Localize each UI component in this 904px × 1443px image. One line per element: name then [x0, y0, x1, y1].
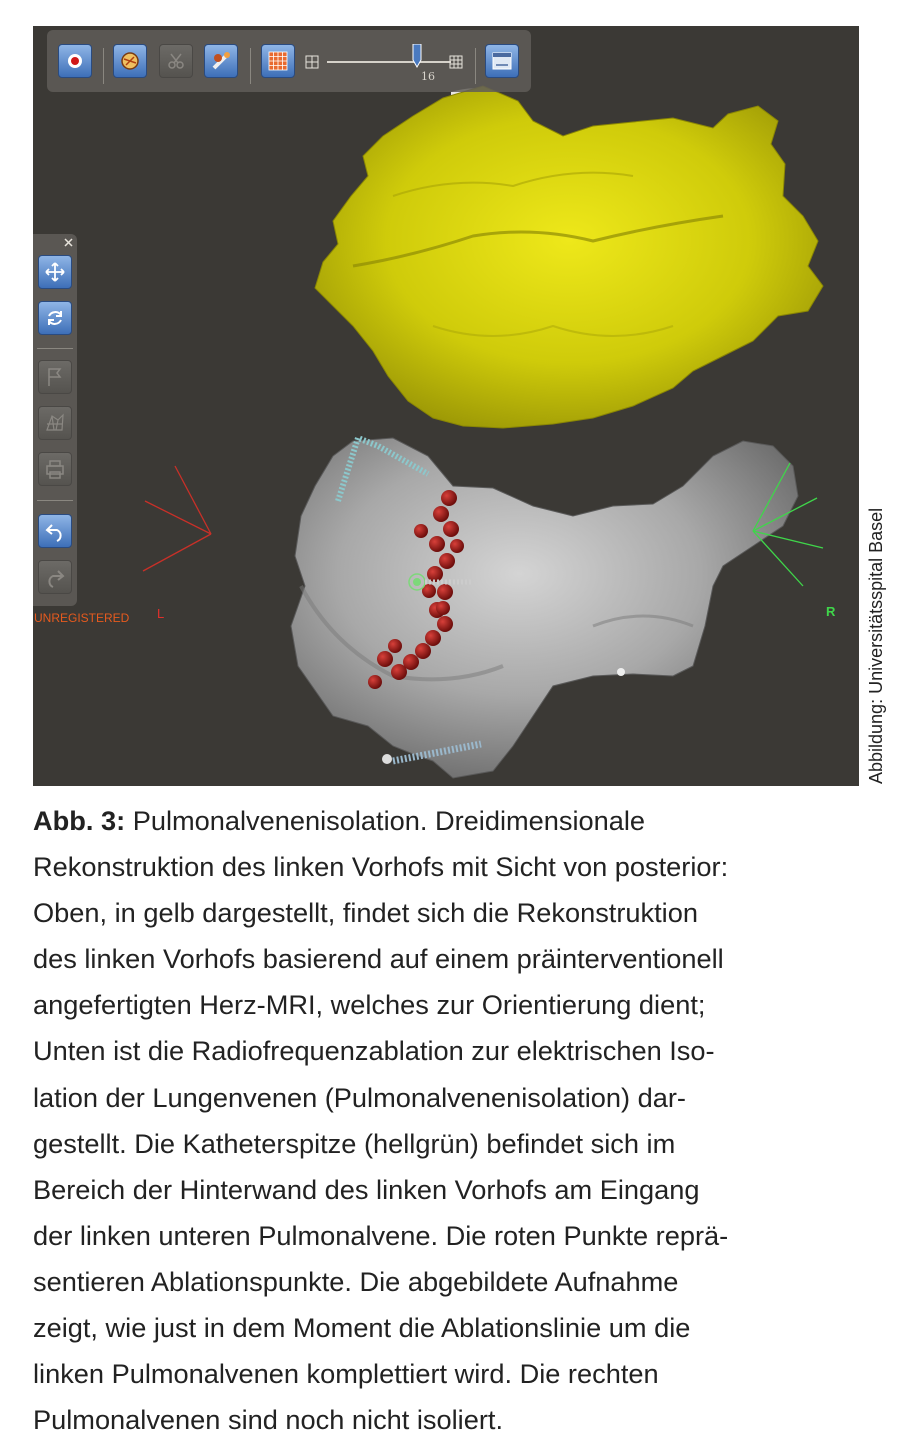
- caption-line: linken Pulmonalvenen komplettiert wird. Die rechten: [33, 1358, 659, 1390]
- ablation-point: [425, 630, 441, 646]
- 3d-scene[interactable]: [33, 26, 859, 786]
- density-slider[interactable]: [327, 61, 451, 63]
- ablation-point: [437, 616, 453, 632]
- grid-button[interactable]: [261, 44, 295, 78]
- move-icon: [44, 261, 66, 283]
- toolbar-separator: [37, 500, 73, 501]
- caption-label: Abb. 3:: [33, 805, 126, 836]
- ablation-point: [388, 639, 402, 653]
- cut-button[interactable]: [159, 44, 193, 78]
- toolbar-separator: [475, 48, 476, 84]
- minus-grid-icon[interactable]: [305, 55, 319, 69]
- toolbar-separator: [37, 348, 73, 349]
- mesh-icon: [44, 412, 66, 434]
- ablation-point: [443, 521, 459, 537]
- window-icon: [491, 50, 513, 72]
- caption-line: Rekonstruktion des linken Vorhofs mit Sicht von posterior:: [33, 851, 729, 883]
- electroanatomic-reconstruction-mesh[interactable]: [291, 438, 798, 778]
- redo-button[interactable]: [38, 560, 72, 594]
- undo-icon: [44, 520, 66, 542]
- axis-right-label: R: [826, 604, 836, 619]
- print-icon: [44, 458, 66, 480]
- ablation-point: [377, 651, 393, 667]
- ablation-point: [415, 643, 431, 659]
- rotate-icon: [44, 307, 66, 329]
- caption-line: angefertigten Herz-MRI, welches zur Orientierung dient;: [33, 989, 706, 1021]
- image-credit: Abbildung: Universitätsspital Basel: [866, 507, 886, 784]
- caption-line: sentieren Ablationspunkte. Die abgebildete Aufnahme: [33, 1265, 679, 1297]
- catheter-icon: [210, 50, 232, 72]
- toolbar-separator: [103, 48, 104, 84]
- axis-left-label: L: [157, 606, 165, 621]
- map-icon: [119, 50, 141, 72]
- catheter-button[interactable]: [204, 44, 238, 78]
- undo-button[interactable]: [38, 514, 72, 548]
- caption-line: Pulmonalvenen sind noch nicht isoliert.: [33, 1404, 504, 1436]
- ablation-point: [436, 601, 450, 615]
- plus-grid-icon[interactable]: [449, 55, 463, 69]
- 3d-viewer-viewport[interactable]: [33, 26, 859, 786]
- caption-line: gestellt. Die Katheterspitze (hellgrün) befindet sich im: [33, 1127, 676, 1159]
- ablation-point: [429, 536, 445, 552]
- flag-icon: [44, 366, 66, 388]
- scissors-icon: [165, 50, 187, 72]
- ablation-point: [439, 553, 455, 569]
- ablation-point: [391, 664, 407, 680]
- mesh-button[interactable]: [38, 406, 72, 440]
- caption-text: Pulmonalvenenisolation. Dreidimensionale: [125, 805, 646, 836]
- left-toolbar: [33, 234, 77, 606]
- registration-status: UNREGISTERED: [34, 611, 130, 625]
- caption-line: der linken unteren Pulmonalvene. Die roten Punkte reprä-: [33, 1219, 729, 1251]
- top-toolbar: [47, 30, 531, 92]
- close-icon[interactable]: [64, 238, 73, 247]
- flag-button[interactable]: [38, 360, 72, 394]
- print-button[interactable]: [38, 452, 72, 486]
- caption-line: Bereich der Hinterwand des linken Vorhofs am Eingang: [33, 1173, 700, 1205]
- record-button[interactable]: [58, 44, 92, 78]
- move-button[interactable]: [38, 255, 72, 289]
- ablation-point: [437, 584, 453, 600]
- marker-dot: [617, 668, 625, 676]
- ablation-point: [450, 539, 464, 553]
- ablation-point: [433, 506, 449, 522]
- caption-line: des linken Vorhofs basierend auf einem präinterventionell: [33, 943, 724, 975]
- ablation-point: [368, 675, 382, 689]
- caption-line: Unten ist die Radiofrequenzablation zur elektrischen Iso-: [33, 1035, 715, 1067]
- map-button[interactable]: [113, 44, 147, 78]
- grid-icon: [267, 50, 289, 72]
- caption-line: [33, 798, 865, 844]
- caption-line: zeigt, wie just in dem Moment die Ablationslinie um die: [33, 1312, 691, 1344]
- slider-value: 16: [421, 70, 435, 83]
- toolbar-separator: [250, 48, 251, 84]
- caption-line: lation der Lungenvenen (Pulmonalvenenisolation) dar-: [33, 1081, 686, 1113]
- caption-line: Oben, in gelb dargestellt, findet sich die Rekonstruktion: [33, 897, 698, 929]
- figure-caption: [33, 798, 865, 1443]
- slider-thumb[interactable]: [411, 44, 423, 68]
- rotate-button[interactable]: [38, 301, 72, 335]
- mri-left-atrium-mesh[interactable]: [315, 86, 823, 428]
- record-icon: [66, 52, 84, 70]
- axis-left-marker: [143, 466, 211, 571]
- ablation-point: [441, 490, 457, 506]
- redo-icon: [44, 566, 66, 588]
- ablation-point: [414, 524, 428, 538]
- window-button[interactable]: [485, 44, 519, 78]
